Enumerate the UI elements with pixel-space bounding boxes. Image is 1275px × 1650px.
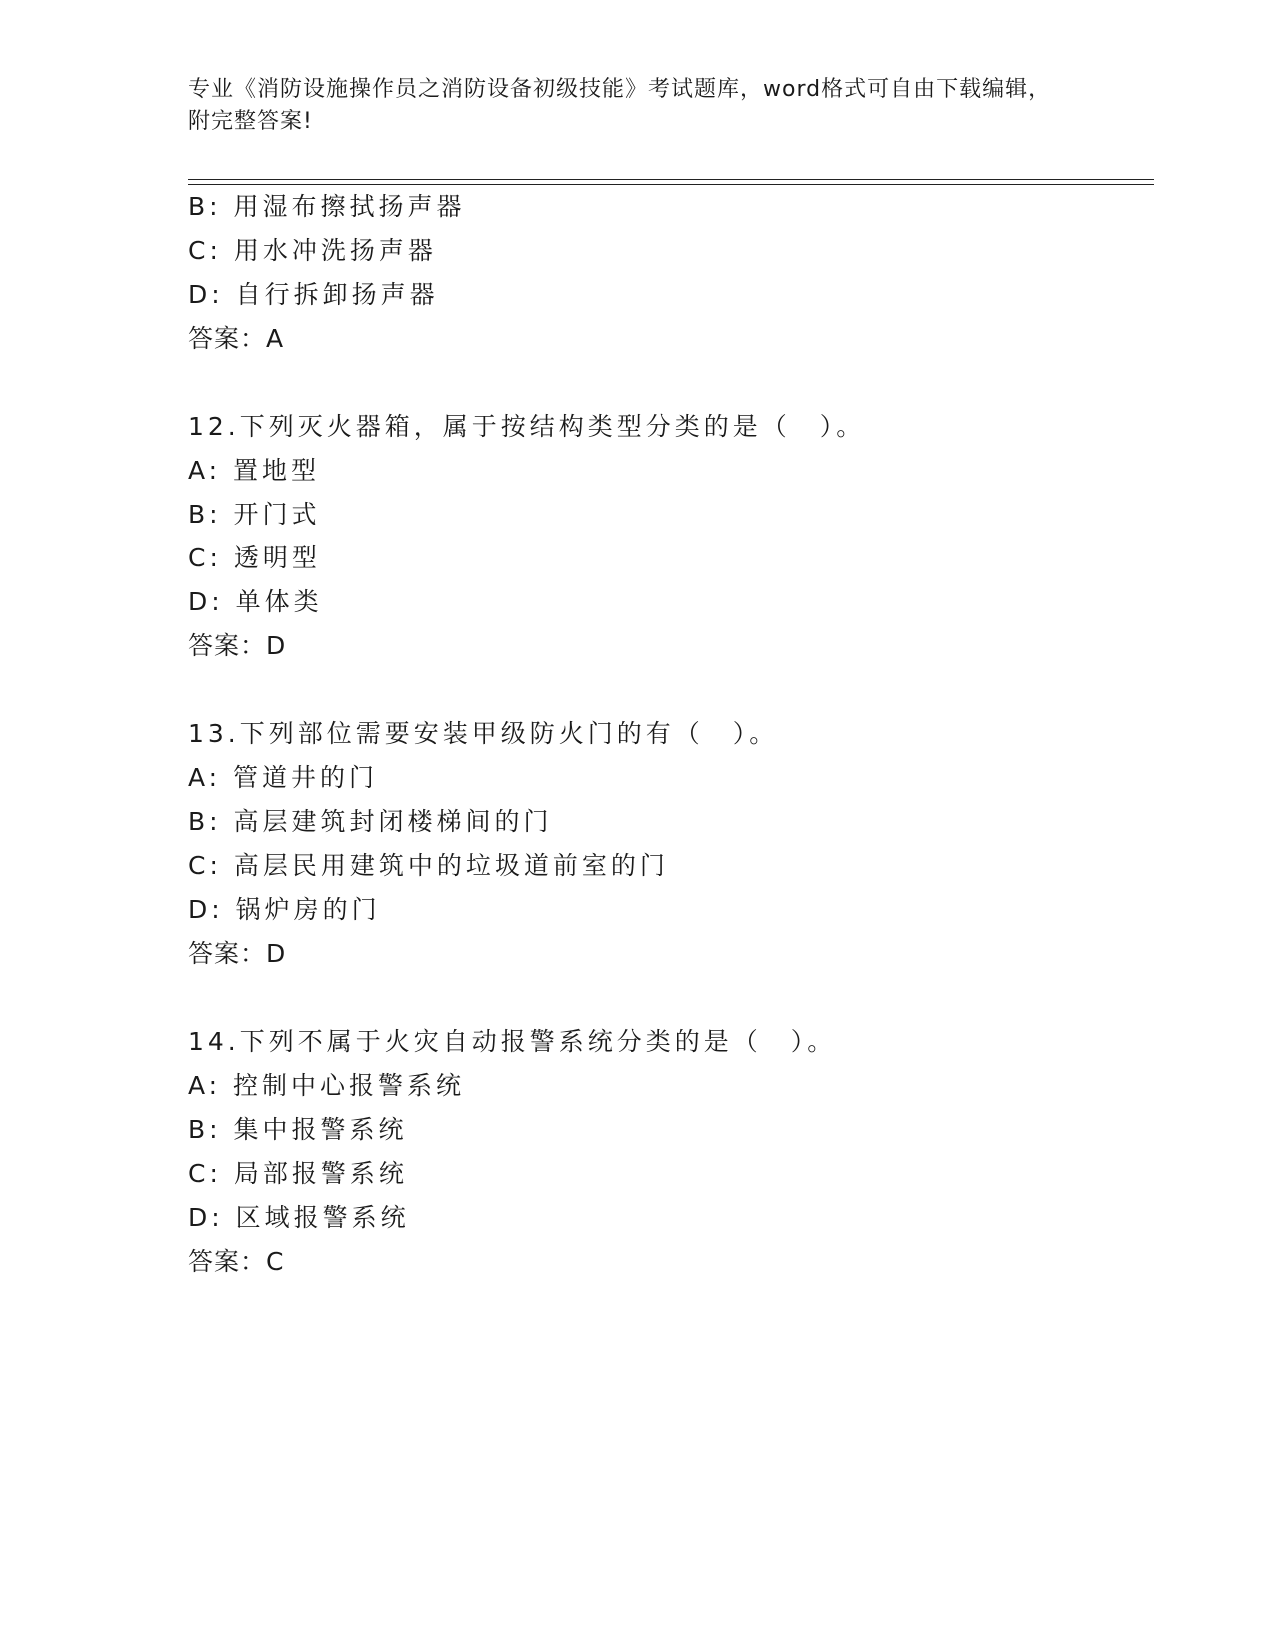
option-a: A: 置地型 [188, 456, 321, 485]
document-header-text: 专业《消防设施操作员之消防设备初级技能》考试题库，word格式可自由下载编辑，附完整答案! [188, 77, 1052, 134]
option-b: B: 集中报警系统 [188, 1115, 408, 1144]
option-c: C: 局部报警系统 [188, 1159, 408, 1188]
option-b: B: 开门式 [188, 500, 321, 529]
answer: 答案：A [188, 324, 285, 353]
answer: 答案：C [188, 1247, 285, 1276]
option-a: A: 管道井的门 [188, 763, 379, 792]
option-b: B: 高层建筑封闭楼梯间的门 [188, 807, 553, 836]
option-c: C: 透明型 [188, 543, 321, 572]
header-divider-top [188, 179, 1154, 180]
header-divider-bottom [188, 184, 1154, 185]
question-stem: 12.下列灭火器箱，属于按结构类型分类的是（ ）。 [188, 412, 866, 441]
option-d: D: 自行拆卸扬声器 [188, 280, 439, 309]
question-stem: 14.下列不属于火灾自动报警系统分类的是（ ）。 [188, 1027, 837, 1056]
option-c: C: 高层民用建筑中的垃圾道前室的门 [188, 851, 669, 880]
option-b: B: 用湿布擦拭扬声器 [188, 192, 466, 221]
option-d: D: 区域报警系统 [188, 1203, 410, 1232]
option-d: D: 锅炉房的门 [188, 895, 381, 924]
answer: 答案：D [188, 939, 287, 968]
option-d: D: 单体类 [188, 587, 323, 616]
question-stem: 13.下列部位需要安装甲级防火门的有（ ）。 [188, 719, 779, 748]
option-a: A: 控制中心报警系统 [188, 1071, 466, 1100]
answer: 答案：D [188, 631, 287, 660]
option-c: C: 用水冲洗扬声器 [188, 236, 437, 265]
